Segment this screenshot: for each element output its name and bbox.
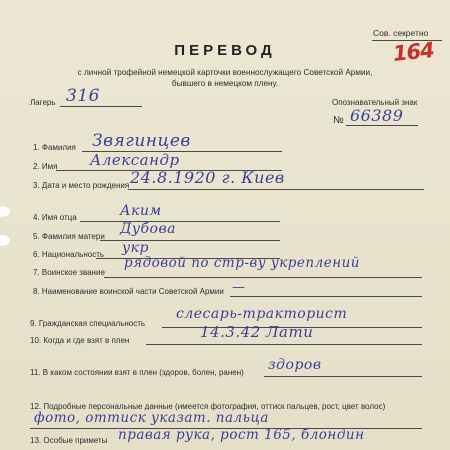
field-value-capture: 14.3.42 Лати	[200, 323, 314, 341]
field-label-mother: 5. Фамилия матери	[33, 232, 105, 241]
tag-underline	[346, 125, 418, 126]
field-value-nationality: укр	[122, 240, 149, 256]
subtitle-line-2: бывшего в немецком плену.	[171, 79, 279, 88]
field-underline	[80, 221, 280, 222]
field-label-features: 13. Особые приметы	[30, 436, 108, 445]
field-label-surname: 1. Фамилия	[33, 143, 76, 152]
punch-hole	[0, 206, 10, 217]
field-underline	[128, 189, 424, 190]
tag-value: 66389	[350, 106, 404, 125]
field-underline	[104, 277, 422, 278]
field-label-father: 4. Имя отца	[33, 213, 77, 222]
field-value-mother: Дубова	[120, 221, 176, 237]
field-label-birth: 3. Дата и место рождения	[33, 181, 130, 190]
classification-label: Сов. секретно	[373, 28, 429, 38]
field-value-personal-data: фото, оттиск указат. пальца	[34, 410, 269, 426]
registration-number: 164	[391, 37, 435, 67]
camp-value: 316	[66, 86, 100, 106]
field-value-father: Аким	[120, 203, 162, 219]
field-underline	[264, 376, 422, 377]
tag-prefix: №	[333, 115, 344, 126]
field-value-condition: здоров	[268, 357, 322, 373]
field-value-surname: Звягинцев	[92, 131, 191, 151]
field-underline	[230, 296, 422, 297]
field-label-profession: 9. Гражданская специальность	[30, 319, 146, 328]
field-label-condition: 11. В каком состоянии взят в плен (здоров, болен, ранен)	[30, 368, 244, 377]
subtitle-line-1: с личной трофейной немецкой карточки военнослужащего Советской Армии,	[77, 68, 373, 77]
field-label-nationality: 6. Национальность	[33, 250, 105, 259]
field-label-rank: 7. Воинское звание	[33, 268, 105, 277]
field-value-name: Александр	[90, 151, 180, 169]
field-value-profession: слесарь-тракторист	[176, 306, 348, 322]
field-label-personal-data: 12. Подробные персональные данные (имеется фотография, оттиск пальцев, рост, цвет волос)	[30, 402, 386, 411]
field-value-features: правая рука, рост 165, блондин	[118, 427, 365, 443]
punch-hole	[0, 235, 10, 246]
field-value-rank: рядовой по стр-ву укреплений	[124, 255, 360, 271]
field-label-unit: 8. Наименование воинской части Советской Армии	[33, 287, 224, 296]
field-underline	[146, 344, 422, 345]
page-title: ПЕРЕВОД	[174, 42, 276, 59]
field-label-capture: 10. Когда и где взят в плен	[30, 336, 130, 345]
tag-label: Опознавательный знак	[332, 98, 418, 107]
camp-underline	[60, 106, 142, 107]
field-label-name: 2. Имя	[33, 162, 58, 171]
field-value-birth: 24.8.1920 г. Киев	[130, 168, 285, 187]
field-value-unit: —	[232, 280, 246, 295]
camp-label: Лагерь	[30, 98, 56, 107]
